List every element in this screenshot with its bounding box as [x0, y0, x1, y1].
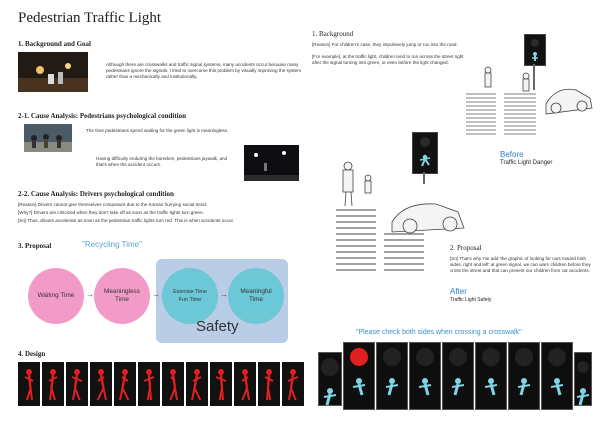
exercise-figure-icon: [282, 362, 304, 406]
exercise-figure-panel: [258, 362, 280, 406]
right-heading-proposal: 2. Proposal: [450, 244, 482, 252]
after-label: After: [450, 287, 467, 296]
footer-quote: "Please check both sides when crossing a crosswalk": [356, 329, 522, 336]
traffic-light-top: [524, 34, 546, 66]
exercise-figure-panel: [210, 362, 232, 406]
traffic-light-unit: [409, 342, 441, 410]
section-heading-drivers: 2-2. Cause Analysis: Drivers psychological condition: [18, 190, 174, 198]
section-heading-design: 4. Design: [18, 350, 46, 358]
exercise-figure-icon: [18, 362, 40, 406]
exercise-figure-icon: [66, 362, 88, 406]
design-exercise-figures-row: [18, 362, 308, 406]
exercise-figure-panel: [42, 362, 64, 406]
walk-figure-icon: [476, 343, 506, 409]
recycling-time-tagline: "Recycling Time": [82, 240, 142, 249]
street-night-photo: [18, 52, 88, 92]
right-traffic-lights-row: [318, 342, 594, 410]
traffic-light-unit: [508, 342, 540, 410]
exercise-time-label: Exercise Time Fun Time: [173, 289, 207, 303]
exercise-figure-icon: [138, 362, 160, 406]
drivers-so-text: [So] Thus, drivers accelerate as soon as the pedestrian traffic lights turn red. This is when accidents occur.: [18, 218, 235, 223]
traffic-light-unit: [318, 352, 342, 406]
traffic-light-unit: [343, 342, 375, 410]
exercise-figure-panel: [162, 362, 184, 406]
exercise-figure-panel: [18, 362, 40, 406]
traffic-light-unit: [376, 342, 408, 410]
exercise-figure-icon: [258, 362, 280, 406]
circle-meaningless-time: [94, 268, 150, 324]
exercise-figure-panel: [186, 362, 208, 406]
street-night-illustration: [18, 52, 88, 92]
exercise-figure-panel: [66, 362, 88, 406]
arrow-right-icon: →: [220, 290, 228, 299]
walk-figure-icon: [509, 343, 539, 409]
walk-figure-icon: [542, 343, 572, 409]
drivers-why-text: [Why?] Drivers are criticized when they don't take off as soon as the traffic lights turn green.: [18, 210, 204, 215]
traffic-light-unit: [541, 342, 573, 410]
circle-waiting-time: [28, 268, 84, 324]
exercise-figure-icon: [90, 362, 112, 406]
crosswalk-scene-danger: [456, 64, 598, 148]
exercise-figure-icon: [162, 362, 184, 406]
exercise-figure-panel: [282, 362, 304, 406]
exercise-figure-icon: [114, 362, 136, 406]
exercise-figure-panel: [234, 362, 256, 406]
page-title: Pedestrian Traffic Light: [18, 10, 162, 26]
section-heading-background-goal: 1. Background and Goal: [18, 40, 92, 48]
green-walk-figure-icon: [525, 35, 545, 65]
section-heading-proposal: 3. Proposal: [18, 242, 52, 250]
before-subtitle: Traffic Light Danger: [500, 160, 553, 166]
traffic-light-unit: [475, 342, 507, 410]
safety-label: Safety: [196, 318, 239, 335]
pedestrians-waiting-photo: [24, 124, 72, 152]
exercise-figure-panel: [90, 362, 112, 406]
right-heading-background: 1. Background: [312, 30, 354, 38]
exercise-figure-panel: [138, 362, 160, 406]
exercise-figure-icon: [210, 362, 232, 406]
right-reason-text: [Reason] For children's case, they impulsively jump or run into the road.: [312, 42, 458, 47]
background-goal-text: Although there are crosswalks and traffic signal systems, many accidents occur because many pedestrians ignore the signals. I tried to overcome this problem by visually improving the system rather than a mechanically and institutionally.: [106, 62, 302, 80]
circle-meaningful-time: [228, 268, 284, 324]
walk-figure-icon: [344, 343, 374, 409]
arrow-right-icon: →: [152, 290, 160, 299]
right-proposal-text: [So] That's why I've add 'the graphic of looking for cars toward both sides, right and left' at green signal, we can warn children before they cross the street and that can prevent our children from car accidents.: [450, 256, 591, 274]
walk-figure-icon: [410, 343, 440, 409]
section-heading-pedestrians: 2-1. Cause Analysis: Pedestrians psychological condition: [18, 112, 187, 120]
before-label: Before: [500, 150, 524, 159]
meaningless-time-label: Meaningless Time: [104, 288, 140, 303]
pedestrians-jaywalk-text: Having difficulty enduring the boredom, pedestrians jaywalk, and that's when the accident occurs.: [96, 156, 228, 168]
walk-figure-icon: [443, 343, 473, 409]
jaywalk-night-photo: [244, 145, 299, 181]
traffic-light-unit: [442, 342, 474, 410]
pedestrians-wait-text: The time pedestrians spend waiting for the green light is meaningless.: [86, 128, 229, 133]
exercise-figure-icon: [234, 362, 256, 406]
exercise-figure-icon: [186, 362, 208, 406]
waiting-time-label: Waiting Time: [37, 292, 75, 299]
drivers-reason-text: [Reason] Drivers cannot give themselves composure due to the Korean hurrying social trend.: [18, 202, 208, 207]
exercise-figure-panel: [114, 362, 136, 406]
arrow-right-icon: →: [86, 290, 94, 299]
walk-figure-icon: [575, 353, 591, 419]
after-subtitle: Traffic Light Safety: [450, 297, 492, 303]
meaningful-time-label: Meaningful Time: [240, 288, 272, 303]
walk-figure-icon: [377, 343, 407, 409]
exercise-figure-icon: [42, 362, 64, 406]
right-example-text: [For example], at the traffic light, children tend to run across the street right after the signal turning into green, or even before the light changed.: [312, 54, 464, 66]
circle-exercise-time: [162, 268, 218, 324]
walk-figure-icon: [319, 353, 341, 419]
crowd-illustration: [24, 124, 72, 152]
traffic-light-unit: [574, 352, 592, 406]
night-road-illustration: [244, 145, 299, 181]
